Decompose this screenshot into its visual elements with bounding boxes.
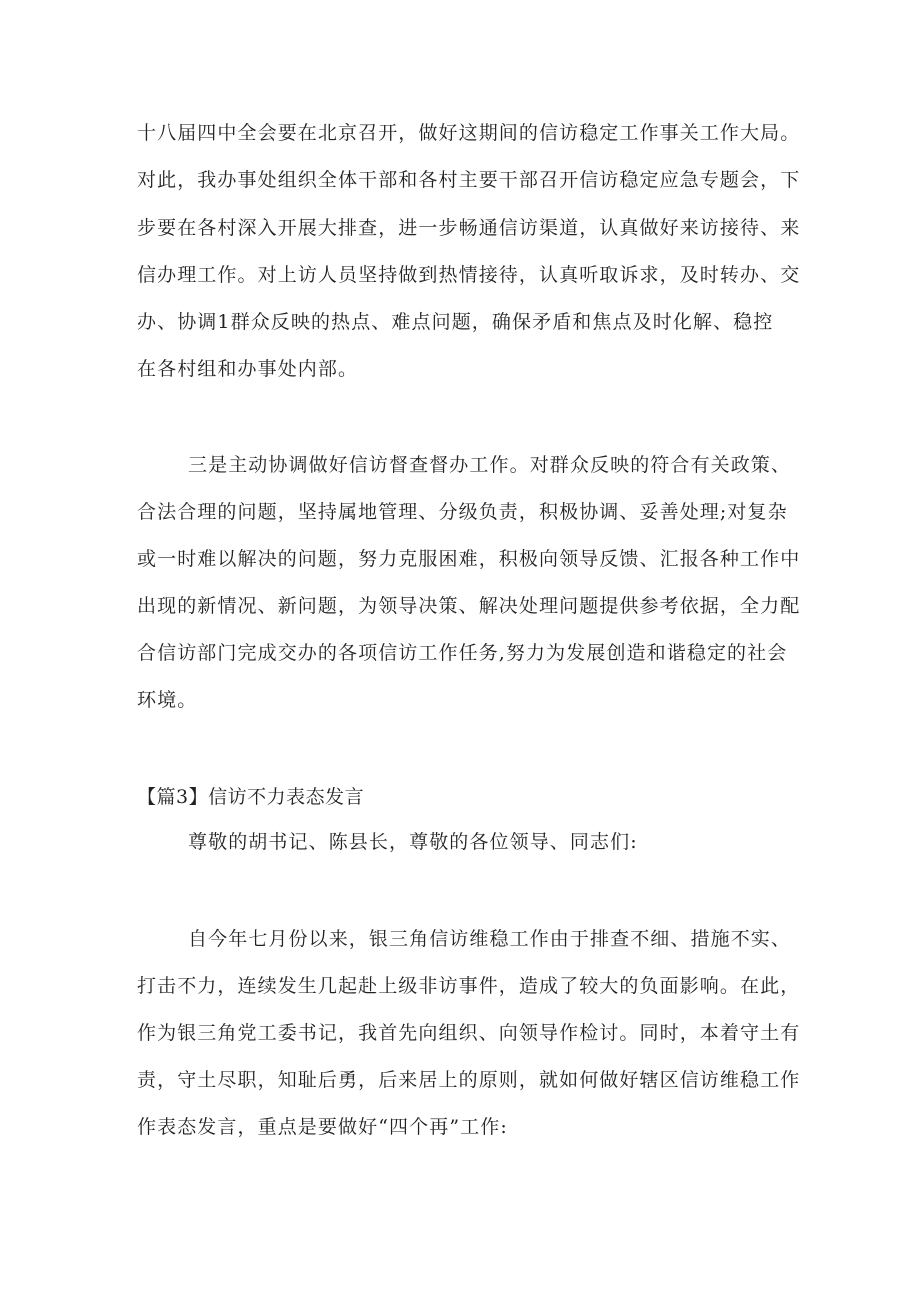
paragraph-1-line-2: 对此，我办事处组织全体干部和各村主要干部召开信访稳定应急专题会，下 bbox=[137, 169, 801, 191]
paragraph-3-line-3: 作为银三角党工委书记，我首先向组织、向领导作检讨。同时，本着守土有 bbox=[137, 1022, 801, 1044]
paragraph-2-line-6: 环境。 bbox=[137, 689, 198, 711]
section-heading: 【篇3】信访不力表态发言 bbox=[137, 786, 365, 808]
paragraph-3-line-1: 自今年七月份以来，银三角信访维稳工作由于排查不细、措施不实、 bbox=[188, 928, 792, 950]
paragraph-1-line-4: 信办理工作。对上访人员坚持做到热情接待，认真听取诉求，及时转办、交 bbox=[137, 264, 801, 286]
paragraph-1-line-5: 办、协调1群众反映的热点、难点问题，确保矛盾和焦点及时化解、稳控 bbox=[137, 311, 774, 333]
salutation: 尊敬的胡书记、陈县长，尊敬的各位领导、同志们: bbox=[188, 831, 638, 853]
paragraph-2-line-5: 合信访部门完成交办的各项信访工作任务,努力为发展创造和谐稳定的社会 bbox=[137, 642, 788, 664]
paragraph-3-line-5: 作表态发言，重点是要做好“四个再”工作: bbox=[137, 1116, 508, 1138]
paragraph-1-line-3: 步要在各村深入开展大排查，进一步畅通信访渠道，认真做好来访接待、来 bbox=[137, 217, 801, 239]
paragraph-2-line-3: 或一时难以解决的问题，努力克服困难，积极向领导反馈、汇报各种工作中 bbox=[137, 548, 801, 570]
paragraph-3-line-4: 责，守土尽职，知耻后勇，后来居上的原则，就如何做好辖区信访维稳工作 bbox=[137, 1069, 801, 1091]
paragraph-2-line-2: 合法合理的问题，坚持属地管理、分级负责，积极协调、妥善处理;对复杂 bbox=[137, 501, 788, 523]
paragraph-1-line-1: 十八届四中全会要在北京召开，做好这期间的信访稳定工作事关工作大局。 bbox=[137, 122, 801, 144]
paragraph-1-line-6: 在各村组和办事处内部。 bbox=[137, 358, 359, 380]
paragraph-2-line-4: 出现的新情况、新问题，为领导决策、解决处理问题提供参考依据，全力配 bbox=[137, 595, 801, 617]
paragraph-2-line-1: 三是主动协调做好信访督查督办工作。对群众反映的符合有关政策、 bbox=[188, 454, 792, 476]
paragraph-3-line-2: 打击不力，连续发生几起赴上级非访事件，造成了较大的负面影响。在此， bbox=[137, 975, 801, 997]
